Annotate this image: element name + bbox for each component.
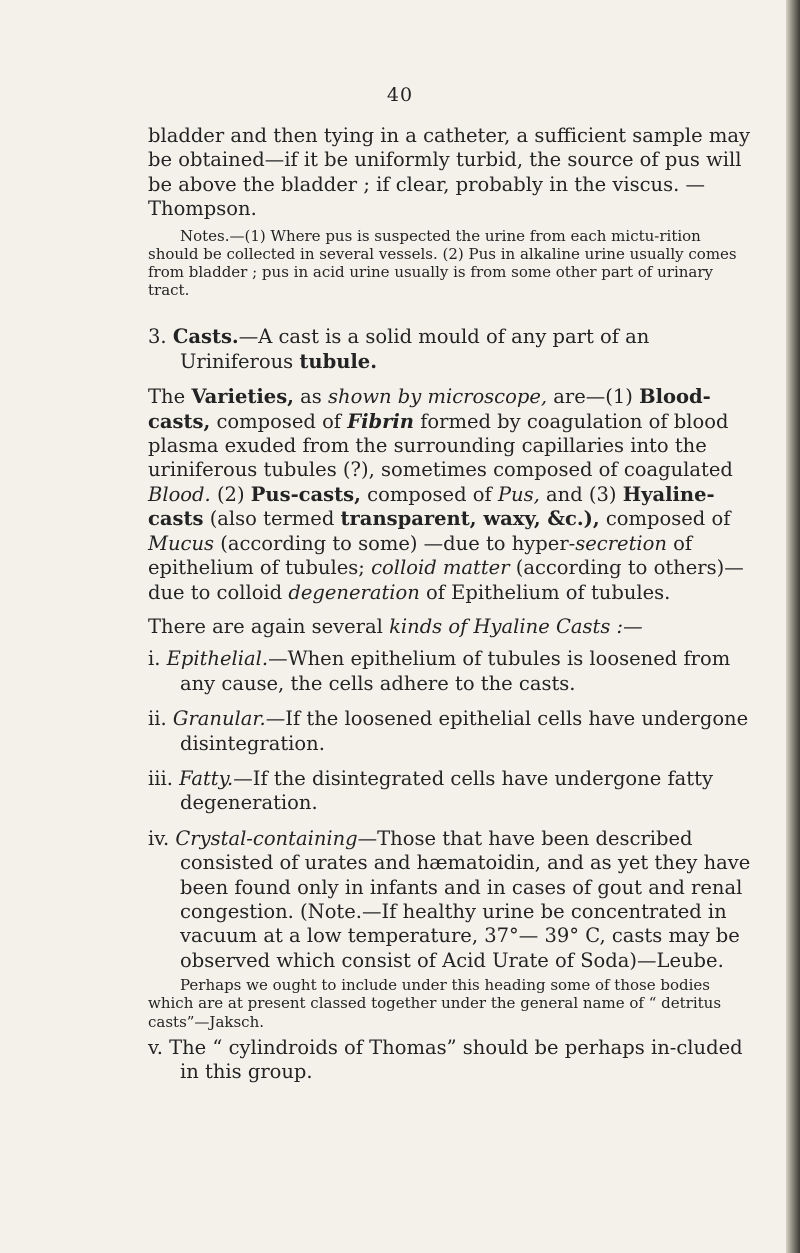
- varieties-are: are—(1): [553, 385, 633, 409]
- page-number: 40: [386, 84, 414, 106]
- varieties-as: as: [300, 385, 322, 409]
- composed-of-3: composed of: [605, 507, 731, 531]
- list-item: [148, 767, 754, 816]
- composed-of-1: composed of: [216, 409, 342, 433]
- list-item-number: iv.: [148, 826, 170, 850]
- list-item-number: i.: [148, 647, 161, 671]
- casts-definition-text: —A cast is a solid mould of any part of an Uriniferous: [180, 325, 650, 373]
- list-item: [148, 707, 754, 756]
- colloid-matter-term: colloid matter: [371, 556, 510, 580]
- list-item-text: The “ cylindroids of Thomas” should be perhaps in-cluded in this group.: [169, 1035, 743, 1084]
- list-item-title: Crystal-containing: [175, 826, 358, 850]
- varieties-paragraph: [148, 385, 754, 605]
- casts-number: 3.: [148, 325, 167, 349]
- and-three: and (3): [546, 482, 617, 506]
- page-edge-shadow: [786, 0, 800, 1253]
- notes-paragraph: Notes.—(1) Where pus is suspected the urine from each mictu-rition should be collected in several vessels. (2) Pus in alkaline urine usually comes from bladder ; pus in acid urine usually is from some other part of urinary tract.: [148, 226, 737, 300]
- list-item-title: Granular.: [172, 707, 266, 731]
- list-item-number: ii.: [148, 707, 167, 731]
- item-two: (2): [216, 482, 245, 506]
- varieties-end: of Epithelium of tubules.: [426, 580, 671, 604]
- casts-heading: Casts.: [172, 325, 239, 349]
- varieties-label: Varieties,: [191, 385, 294, 409]
- list-item: [148, 1036, 754, 1085]
- list-item: [148, 827, 754, 973]
- blood-casts-term: Blood-casts,: [148, 385, 711, 433]
- varieties-lead: The: [148, 385, 186, 409]
- kinds-lead: There are again several: [148, 614, 383, 638]
- list-item-text: —Those that have been described consisted of urates and hæmatoidin, and as yet they have been found only in infants and in cases of gout and renal congestion. (Note.—If healthy urine be concentrated in vacuum at a low temperature, 37°— 39° C, casts may be observed which consist of Acid Urate of Soda)—Leube.: [180, 826, 751, 972]
- perhaps-paragraph: Perhaps we ought to include under this heading some of those bodies which are at present classed together under the general name of “ detritus casts”—Jaksch.: [148, 976, 722, 1031]
- hyaline-casts-term: Hyaline-casts: [148, 482, 715, 531]
- according-others: (according to others)—due to colloid: [148, 556, 744, 604]
- list-item-text: —If the disintegrated cells have undergone fatty degeneration.: [180, 766, 713, 815]
- kinds-of-hyaline-casts: kinds of Hyaline Casts :—: [389, 614, 643, 638]
- mucus-term: Mucus: [148, 531, 215, 555]
- secretion-term: secretion: [575, 531, 667, 555]
- casts-definition: [148, 325, 754, 374]
- kinds-paragraph: [148, 615, 754, 639]
- list-item-text: —When epithelium of tubules is loosened from any cause, the cells adhere to the casts.: [180, 647, 731, 695]
- list-item-title: Fatty.: [179, 766, 234, 790]
- page-body: [148, 124, 754, 1085]
- transparent-term: transparent, waxy, &c.),: [340, 507, 600, 531]
- blood-term: Blood.: [148, 482, 211, 506]
- list-item-number: iii.: [148, 766, 173, 790]
- pus-casts-term: Pus-casts,: [250, 482, 361, 506]
- degeneration-term: degeneration: [288, 580, 420, 604]
- paragraph-catheter: bladder and then tying in a catheter, a sufficient sample may be obtained—if it be uniformly turbid, the source of pus will be above the bladder ; if clear, probably in the viscus. —Thompson.: [148, 124, 750, 221]
- fibrin-term: Fibrin: [347, 409, 414, 433]
- list-item-text: —If the loosened epithelial cells have undergone disintegration.: [180, 707, 749, 755]
- fibrin-text: formed by coagulation of blood plasma exuded from the surrounding capillaries into the uriniferous tubules (?), sometimes composed of coagulated: [148, 409, 733, 482]
- list-item: [148, 647, 754, 696]
- list-item-number: v.: [148, 1035, 163, 1059]
- according-some: (according to some) —due to hyper-: [220, 531, 576, 555]
- tubule-term: tubule.: [299, 349, 377, 373]
- epithelium-tubules: of epithelium of tubules;: [148, 531, 693, 580]
- list-item-title: Epithelial.: [166, 647, 269, 671]
- composed-of-2: composed of: [367, 482, 492, 506]
- shown-by-microscope: shown by microscope,: [328, 385, 548, 409]
- also-termed: (also termed: [209, 507, 335, 531]
- pus-term: Pus,: [497, 482, 540, 506]
